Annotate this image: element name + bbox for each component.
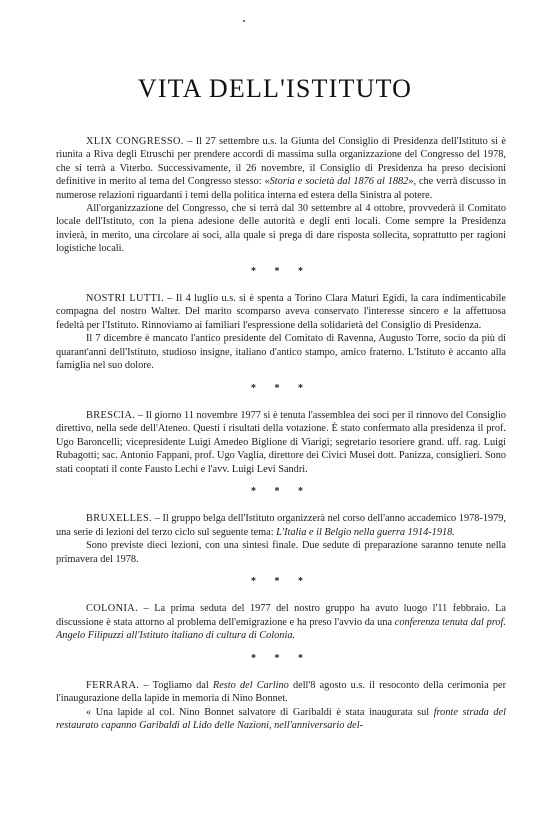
lutti-paragraph-1: NOSTRI LUTTI. – Il 4 luglio u.s. si è spenta a Torino Clara Maturi Egidi, la cara indimenticabile compagna del nostro Walter. Del marito scomparso aveva conservato l'interesse sincero e la affettuosa fedeltà per l'Istituto. Rinnoviamo ai familiari l'espressione della solidarietà del Consiglio di Presidenza. [56,293,506,331]
section-separator: * * * [251,652,311,664]
section-heading: COLONIA. [86,603,139,615]
section-heading: FERRARA. [86,680,140,691]
article-body [56,135,506,733]
brescia-paragraph: BRESCIA. – Il giorno 11 novembre 1977 si è tenuta l'assemblea dei soci per il rinnovo del Consiglio direttivo, nella sede dell'Ateneo. Questi i risultati della votazione. È stato confermato alla presidenza il prof. Ugo Baroncelli; vicepresidente Luigi Amedeo Biglione di Viarigi; segretario tesoriere grand. uff. rag. Luigi Rubagotti; sac. Antonio Fappani, prof. Ugo Vaglia, direttore dei Civici Musei dott. Panizza, consiglieri. Sono stati cooptati il conte Fausto Lechi e l'avv. Luigi Levi Sandri. [56,409,506,475]
ink-dot [243,20,245,22]
bruxelles-paragraph-1: BRUXELLES. – Il gruppo belga dell'Istituto organizzerà nel corso dell'anno accademico 1978-1979, una serie di lezioni del terzo ciclo sul seguente tema: L'Italia e il Belgio nella guerra 1914-1918. [56,513,506,538]
colonia-paragraph: COLONIA. – La prima seduta del 1977 del nostro gruppo ha avuto luogo l'11 febbraio. La discussione è stata attorno al problema dell'emigrazione e ha preso l'avvio da una conferenza tenuta dal prof. Angelo Filipuzzi all'Istituto italiano di cultura di Colonia. [56,603,506,642]
ferrara-paragraph-2: « Una lapide al col. Nino Bonnet salvatore di Garibaldi è stata inaugurata sul fronte strada del restaurato capanno Garibaldi al Lido delle Nazioni, nell'anniversario del- [56,706,506,732]
congress-paragraph-2: All'organizzazione del Congresso, che si terrà dal 30 settembre al 4 ottobre, provvederà il Comitato locale dell'Istituto, con la piena adesione delle autorità e degli enti locali. Come sempre la Presidenza invierà, in merito, una circolare ai soci, alla quale si prega di dare risposta sollecita, soprattutto per ragioni logistiche locali. [56,203,506,255]
section-separator: * * * [251,485,311,497]
page-title: VITA DELL'ISTITUTO [137,74,413,103]
congress-paragraph-1: XLIX CONGRESSO. – Il 27 settembre u.s. la Giunta del Consiglio di Presidenza dell'Istituto si è riunita a Riva degli Etruschi per prendere accordi di massima sulla organizzazione del Congresso del 1978, che si terrà a Viterbo. Successivamente, il 26 novembre, il Consiglio di Presidenza ha preso decisioni definitive in merito al tema del Congresso stesso: «Storia e società dal 1876 al 1882», che verrà discusso in numerose relazioni riguardanti i temi della politica interna ed estera della Sinistra al potere. [56,136,507,201]
lutti-paragraph-2: Il 7 dicembre è mancato l'antico presidente del Comitato di Ravenna, Augusto Torre, socio da più di quarant'anni dell'Istituto, studioso insigne, italiano d'antico stampo, amico fraterno. L'Istituto è accanto alla famiglia nel suo dolore. [56,333,506,372]
section-heading: NOSTRI LUTTI. [86,293,165,305]
ferrara-paragraph-1: FERRARA. – Togliamo dal Resto del Carlino dell'8 agosto u.s. il resoconto della cerimonia per l'inaugurazione della lapide in memoria di Nino Bonnet. [56,680,506,705]
bruxelles-paragraph-2: Sono previste dieci lezioni, con una sintesi finale. Due sedute di preparazione saranno tenute nella primavera del 1978. [56,540,506,565]
section-heading: BRUXELLES. [86,513,153,525]
section-separator: * * * [251,265,311,277]
section-separator: * * * [251,575,311,587]
section-separator: * * * [251,382,311,394]
section-heading: XLIX CONGRESSO. [86,136,184,147]
section-heading: BRESCIA. [86,409,136,421]
